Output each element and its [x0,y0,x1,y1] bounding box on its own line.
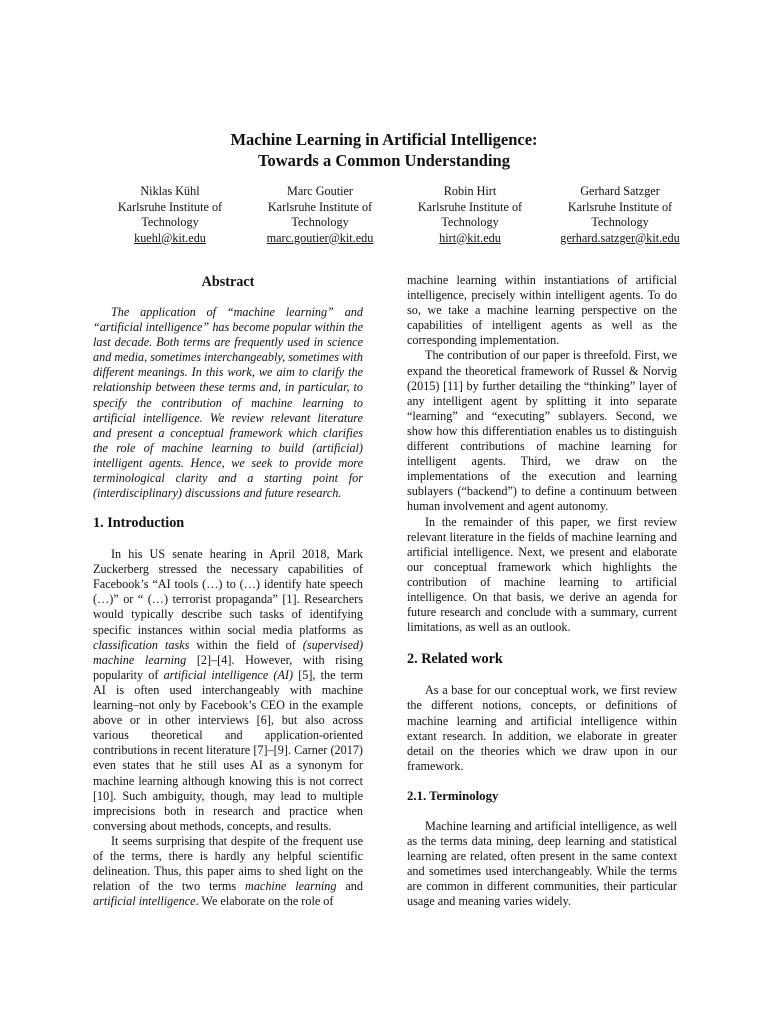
author [100,184,240,246]
author-email-link[interactable]: marc.goutier@kit.edu [266,230,374,245]
author-email-link[interactable]: kuehl@kit.edu [134,230,206,245]
author-affiliation: Karlsruhe Institute of [567,199,673,214]
intro-paragraph-2 [93,834,363,909]
author-block [100,184,690,246]
author-name: Gerhard Satzger [580,184,660,198]
abstract-heading: Abstract [201,274,255,290]
intro-paragraph-3: The contribution of our paper is threefold. First, we expand the theoretical framework of Russel & Norvig (2015) [11] by further detailing the “thinking” layer of any intelligent agent by splitting it into separate “learning” and “executing” sublayers. Second, we show how this differentiation enables us to distinguish different contributions of machine learning for intelligent agents. Third, we draw on the implementations of the execution and learning sublayers (“backend”) to define a continuum between human involvement and agent autonomy. [407,348,677,514]
terminology-paragraph: Machine learning and artificial intelligence, as well as the terms data mining, deep learning and statistical learning are related, often present in the same context and sometimes used interchangeably. While the terms are common in different communities, their particular usage and meaning varies widely. [407,819,677,909]
right-column [407,273,677,910]
author-affiliation: Technology [291,215,349,229]
author-affiliation: Karlsruhe Institute of [417,199,523,214]
author-affiliation: Technology [441,215,499,229]
emphasis: artificial intelligence (AI) [163,667,294,682]
intro-paragraph-2-continued: machine learning within instantiations of artificial intelligence, precisely within intelligent agents. To do so, we take a machine learning perspective on the capabilities of intelligent agents as well as the corresponding implementation. [407,273,677,348]
emphasis: (supervised) machine learning [93,637,364,667]
author [250,184,390,246]
text-run: It seems surprising that despite of the frequent use of the terms, there is hardly any helpful scientific delineation. Thus, this paper aims to shed light on the relation of the two terms [93,833,363,894]
text-run: In his US senate hearing in April 2018, Mark Zuckerberg stressed the necessary capabilities of Facebook’s “AI tools (…) to (…) identify hate speech (…)” or “ (…) terrorist propaganda” [1]. Researchers would typically describe such tasks of identifying specific instances within social media platforms as [93,547,363,637]
text-run: [2]–[4]. However, with rising popularity of [93,652,364,682]
abstract-text: The application of “machine learning” and “artificial intelligence” has become popular within the last decade. Both terms are frequently used in science and media, sometimes interchangeably, sometimes with different meanings. In this work, we aim to clarify the relationship between these terms and, in particular, to specify the contribution of machine learning to artificial intelligence. We review relevant literature and present a conceptual framework which clarifies the role of machine learning to build (artificial) intelligent agents. Hence, we seek to provide more terminological clarity and a starting point for (interdisciplinary) discussions and future research. [93,305,364,501]
author-affiliation: Technology [591,215,649,229]
author-email-link[interactable]: hirt@kit.edu [439,230,501,245]
author-affiliation: Karlsruhe Institute of [267,199,373,214]
emphasis: machine learning [245,879,337,894]
author-affiliation: Karlsruhe Institute of [117,199,223,214]
author [400,184,540,246]
text-run: within the field of [189,637,303,652]
title-line-2: Towards a Common Understanding [258,151,510,170]
subsection-heading-terminology: 2.1. Terminology [407,788,499,803]
paper-title [0,129,768,171]
section-heading-introduction: 1. Introduction [93,515,185,531]
author-name: Marc Goutier [287,184,353,198]
author-email-link[interactable]: gerhard.satzger@kit.edu [560,230,680,245]
text-run: [5], the term AI is often used interchangeably with machine learning–not only by Facebook’s CEO in the example above or in other interviews [6], but also across various theoretical and application-oriented contributions in recent literature [7]–[9]. Carner (2017) even states that he still uses AI as a synonym for machine learning although knowing this is not correct [10]. Such ambiguity, though, may lead to multiple imprecisions both in research and practice when conversing about methods, concepts, and results. [93,667,363,833]
section-heading-related-work: 2. Related work [407,651,503,668]
left-column [93,516,363,909]
text-run: . We elaborate on the role of [195,894,334,909]
author-name: Niklas Kühl [140,184,200,198]
intro-paragraph-1 [93,547,363,834]
related-work-paragraph: As a base for our conceptual work, we first review the different notions, concepts, or definitions of machine learning and artificial intelligence within extant research. In addition, we elaborate in greater detail on the theories which we draw upon in our framework. [407,683,677,773]
text-run: and [336,879,363,894]
intro-paragraph-4: In the remainder of this paper, we first review relevant literature in the fields of machine learning and artificial intelligence. Next, we present and elaborate our conceptual framework which highlights the contribution of machine learning to artificial intelligence. On that basis, we derive an agenda for future research and conclude with a summary, current limitations, as well as an outlook. [407,514,677,635]
author [550,184,690,246]
emphasis: artificial intelligence [93,894,196,909]
author-affiliation: Technology [141,215,199,229]
abstract-body [93,305,363,501]
emphasis: classification tasks [93,637,190,652]
title-line-1: Machine Learning in Artificial Intelligence: [230,130,538,149]
author-name: Robin Hirt [443,184,497,198]
